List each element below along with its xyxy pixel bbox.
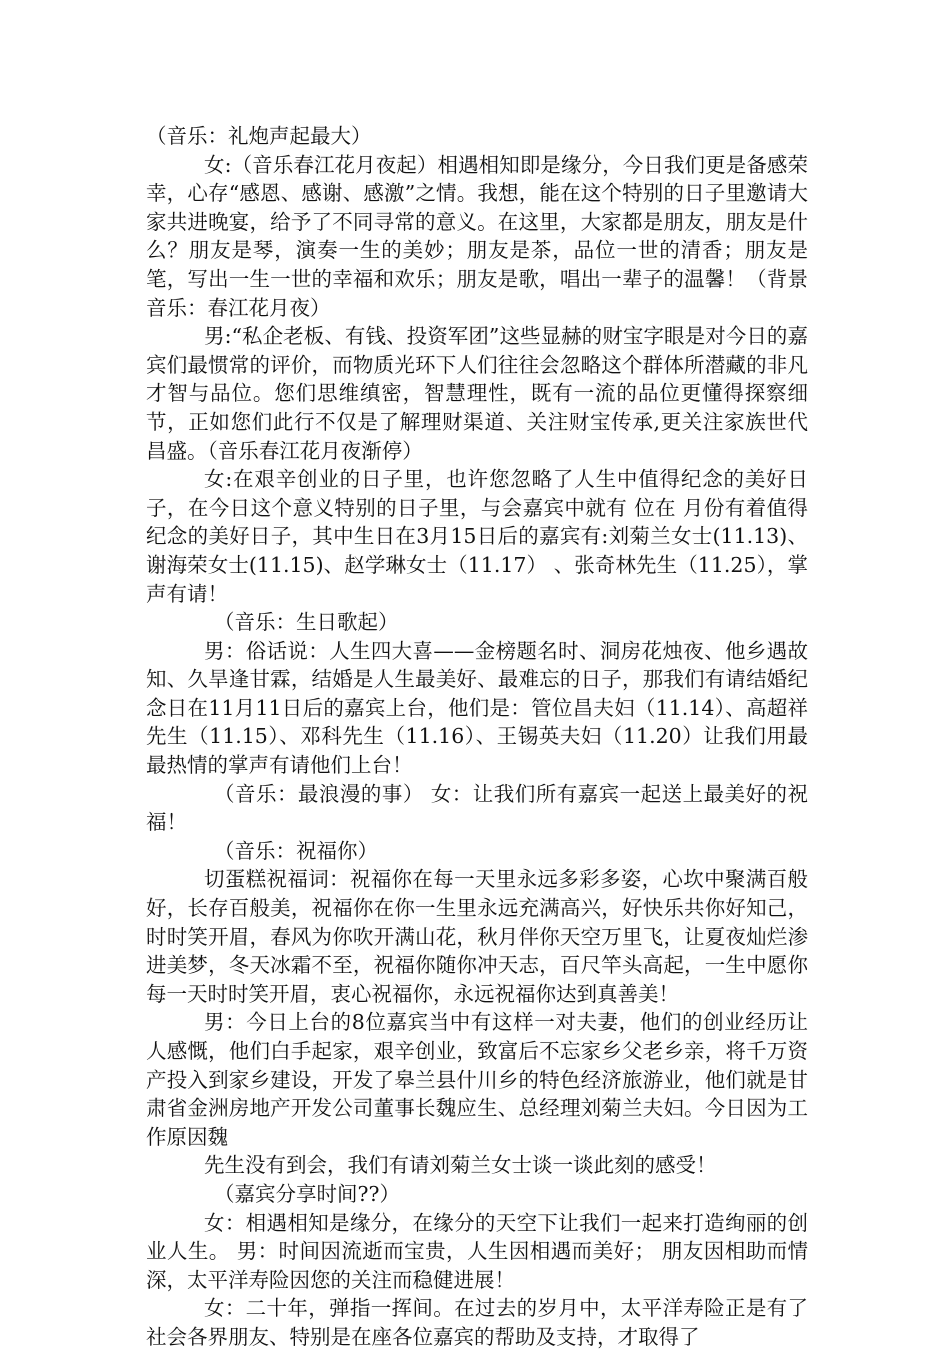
paragraph-female-birthdays: 女:在艰辛创业的日子里，也许您忽略了人生中值得纪念的美好日子，在今日这个意义特别的日子里，与会嘉宾中就有 位在 月份有着值得纪念的美好日子，其中生日在3月15日后的嘉宾有:刘菊兰女士(11.13)、谢海荣女士(11.15)、赵学琳女士（11.17） 、张奇林先生（11.25），掌声有请！ bbox=[146, 467, 808, 606]
paragraph-guest-sharing: （嘉宾分享时间??） bbox=[214, 1181, 400, 1206]
paragraph-music-cue-romantic: （音乐：最浪漫的事） 女：让我们所有嘉宾一起送上最美好的祝福！ bbox=[146, 781, 808, 835]
paragraph-male-anniversaries: 男：俗话说：人生四大喜——金榜题名时、洞房花烛夜、他乡遇故知、久旱逢甘霖，结婚是人生最美好、最难忘的日子，那我们有请结婚纪念日在11月11日后的嘉宾上台，他们是：管位昌夫妇（11.14）、高超祥先生（11.15）、邓科先生（11.16）、王锡英夫妇（11.20）让我们用最最热情的掌声有请他们上台！ bbox=[146, 638, 808, 778]
paragraph-male-guests: 男:“私企老板、有钱、投资军团”这些显赫的财宝字眼是对今日的嘉宾们最惯常的评价，而物质光环下人们往往会忽略这个群体所潜藏的非凡才智与品位。您们思维缜密，智慧理性，既有一流的品位更懂得探察细节，正如您们此行不仅是了解理财渠道、关注财宝传承,更关注家族世代昌盛。（音乐春江花月夜渐停） bbox=[146, 324, 808, 463]
paragraph-music-cue-birthday: （音乐：生日歌起） bbox=[214, 610, 399, 635]
paragraph-invite-speech: 先生没有到会，我们有请刘菊兰女士谈一谈此刻的感受！ bbox=[204, 1153, 717, 1178]
paragraph-female-opening: 女:（音乐春江花月夜起）相遇相知即是缘分，今日我们更是备感荣幸，心存“感恩、感谢、感激”之情。我想，能在这个特别的日子里邀请大家共进晚宴，给予了不同寻常的意义。在这里，大家都是朋友，朋友是什么？朋友是琴，演奏一生的美妙；朋友是茶，品位一世的清香；朋友是笔，写出一生一世的幸福和欢乐；朋友是歌，唱出一辈子的温馨！（背景音乐：春江花月夜） bbox=[146, 152, 808, 320]
paragraph-music-cue-salute: （音乐：礼炮声起最大） bbox=[146, 124, 372, 148]
paragraph-cake-blessing: 切蛋糕祝福词：祝福你在每一天里永远多彩多姿，心坎中聚满百般好，长存百般美，祝福你在你一生里永远充满高兴，好快乐共你好知己，时时笑开眉，春风为你吹开满山花，秋月伴你天空万里飞，让夏夜灿烂渗进美梦，冬天冰霜不至，祝福你随你冲天志，百尺竿头高起，一生中愿你每一天时时笑开眉，衷心祝福你，永远祝福你达到真善美！ bbox=[146, 867, 808, 1006]
paragraph-male-couple-story: 男：今日上台的8位嘉宾当中有这样一对夫妻，他们的创业经历让人感慨，他们白手起家，艰辛创业，致富后不忘家乡父老乡亲，将千万资产投入到家乡建设，开发了皋兰县什川乡的特色经济旅游业，他们就是甘肃省金洲房地产开发公司董事长魏应生、总经理刘菊兰夫妇。今日因为工作原因魏 bbox=[146, 1010, 808, 1149]
document-body bbox=[146, 122, 808, 1352]
paragraph-female-male-exchange: 女：相遇相知是缘分，在缘分的天空下让我们一起来打造绚丽的创业人生。 男：时间因流逝而宝贵，人生因相遇而美好； 朋友因相助而情深，太平洋寿险因您的关注而稳健进展！ bbox=[146, 1210, 808, 1292]
paragraph-music-cue-blessing: （音乐：祝福你） bbox=[214, 838, 378, 863]
paragraph-female-twenty-years: 女：二十年，弹指一挥间。在过去的岁月中，太平洋寿险正是有了社会各界朋友、特别是在座各位嘉宾的帮助及支持，才取得了 bbox=[146, 1296, 808, 1349]
